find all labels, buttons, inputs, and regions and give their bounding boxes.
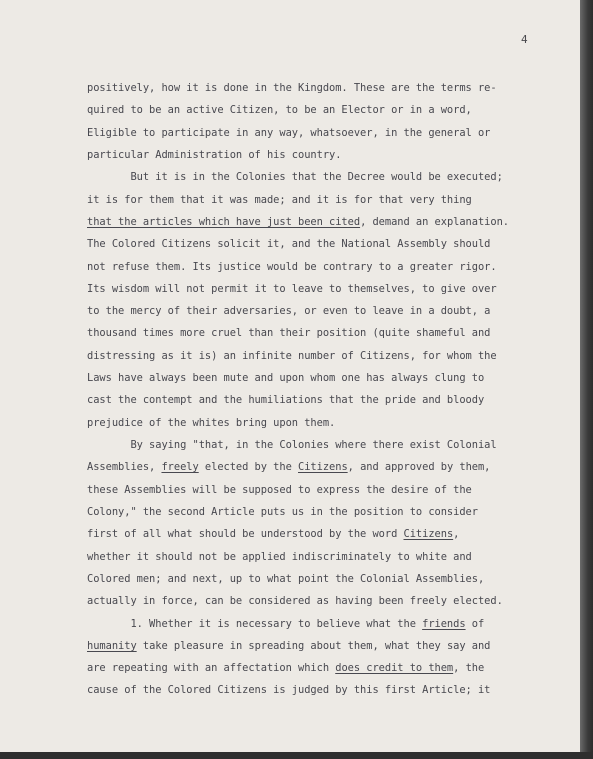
underlined-text: Citizens <box>403 528 454 541</box>
text-line <box>87 501 557 523</box>
text-segment: , <box>453 528 460 541</box>
text-segment: Eligible to participate in any way, whatsoever, in the general or <box>87 126 491 139</box>
text-segment: , demand an explanation. <box>360 215 509 228</box>
text-segment: first of all what should be understood by the word <box>87 528 404 541</box>
text-line <box>87 613 557 635</box>
text-segment: Colony," the second Article puts us in the position to consider <box>87 505 478 518</box>
text-line <box>87 233 557 255</box>
text-line <box>87 211 557 233</box>
page-edge-bottom <box>0 752 593 759</box>
text-line <box>87 679 557 701</box>
text-segment: Colored men; and next, up to what point the Colonial Assemblies, <box>87 572 485 585</box>
text-segment: 1. Whether it is necessary to believe what the <box>87 617 423 630</box>
text-line <box>87 144 557 166</box>
underlined-text: Citizens <box>298 461 348 474</box>
text-line <box>87 122 557 144</box>
text-line <box>87 278 557 300</box>
text-line <box>87 77 557 99</box>
text-segment: not refuse them. Its justice would be contrary to a greater rigor. <box>87 260 497 273</box>
text-segment: take pleasure in spreading about them, what they say and <box>136 639 491 652</box>
text-line <box>87 479 557 501</box>
text-segment: The Colored Citizens solicit it, and the National Assembly should <box>87 238 491 251</box>
text-line <box>87 256 557 278</box>
underlined-text: that the articles which have just been cited <box>87 215 361 228</box>
underlined-text: does credit to them <box>335 662 454 675</box>
text-segment: cast the contempt and the humiliations that the pride and bloody <box>87 394 485 407</box>
text-line <box>87 523 557 545</box>
text-segment: , the <box>453 662 485 675</box>
underlined-text: freely <box>161 461 199 474</box>
underlined-text: humanity <box>87 639 137 652</box>
text-segment: to the mercy of their adversaries, or even to leave in a doubt, a <box>87 305 491 318</box>
text-line <box>87 99 557 121</box>
text-line <box>87 635 557 657</box>
text-line <box>87 434 557 456</box>
text-segment: are repeating with an affectation which <box>87 662 336 675</box>
text-segment: these Assemblies will be supposed to express the desire of the <box>87 483 472 496</box>
text-segment: Assemblies, <box>87 461 162 474</box>
text-segment: prejudice of the whites bring upon them. <box>87 416 336 429</box>
text-segment: Laws have always been mute and upon whom one has always clung to <box>87 372 485 385</box>
text-segment: particular Administration of his country. <box>87 148 342 161</box>
text-line <box>87 345 557 367</box>
text-line <box>87 389 557 411</box>
text-line <box>87 590 557 612</box>
text-line <box>87 367 557 389</box>
text-segment: it is for them that it was made; and it is for that very thing <box>87 193 472 206</box>
text-segment: whether it should not be applied indiscriminately to white and <box>87 550 472 563</box>
text-segment: But it is in the Colonies that the Decree would be executed; <box>87 171 503 184</box>
text-segment: of <box>465 617 485 630</box>
page-edge-shadow <box>580 0 593 759</box>
text-line <box>87 166 557 188</box>
text-segment: , and approved by them, <box>347 461 491 474</box>
text-segment: cause of the Colored Citizens is judged by this first Article; it <box>87 684 491 697</box>
text-segment: distressing as it is) an infinite number of Citizens, for whom the <box>87 349 497 362</box>
text-segment: By saying "that, in the Colonies where there exist Colonial <box>87 439 497 451</box>
text-line <box>87 189 557 211</box>
text-line <box>87 300 557 322</box>
text-line <box>87 657 557 679</box>
text-segment: Its wisdom will not permit it to leave to themselves, to give over <box>87 282 497 295</box>
text-line <box>87 568 557 590</box>
text-segment: actually in force, can be considered as having been freely elected. <box>87 595 503 608</box>
text-line <box>87 456 557 478</box>
text-line <box>87 412 557 434</box>
text-segment: elected by the <box>198 461 298 474</box>
body-text <box>87 77 557 702</box>
page-number: 4 <box>521 33 528 46</box>
underlined-text: friends <box>422 617 466 630</box>
text-line <box>87 546 557 568</box>
text-line <box>87 322 557 344</box>
text-segment: quired to be an active Citizen, to be an Elector or in a word, <box>87 104 472 117</box>
text-segment: thousand times more cruel than their position (quite shameful and <box>87 327 491 340</box>
text-segment: positively, how it is done in the Kingdom. These are the terms re- <box>87 82 497 94</box>
